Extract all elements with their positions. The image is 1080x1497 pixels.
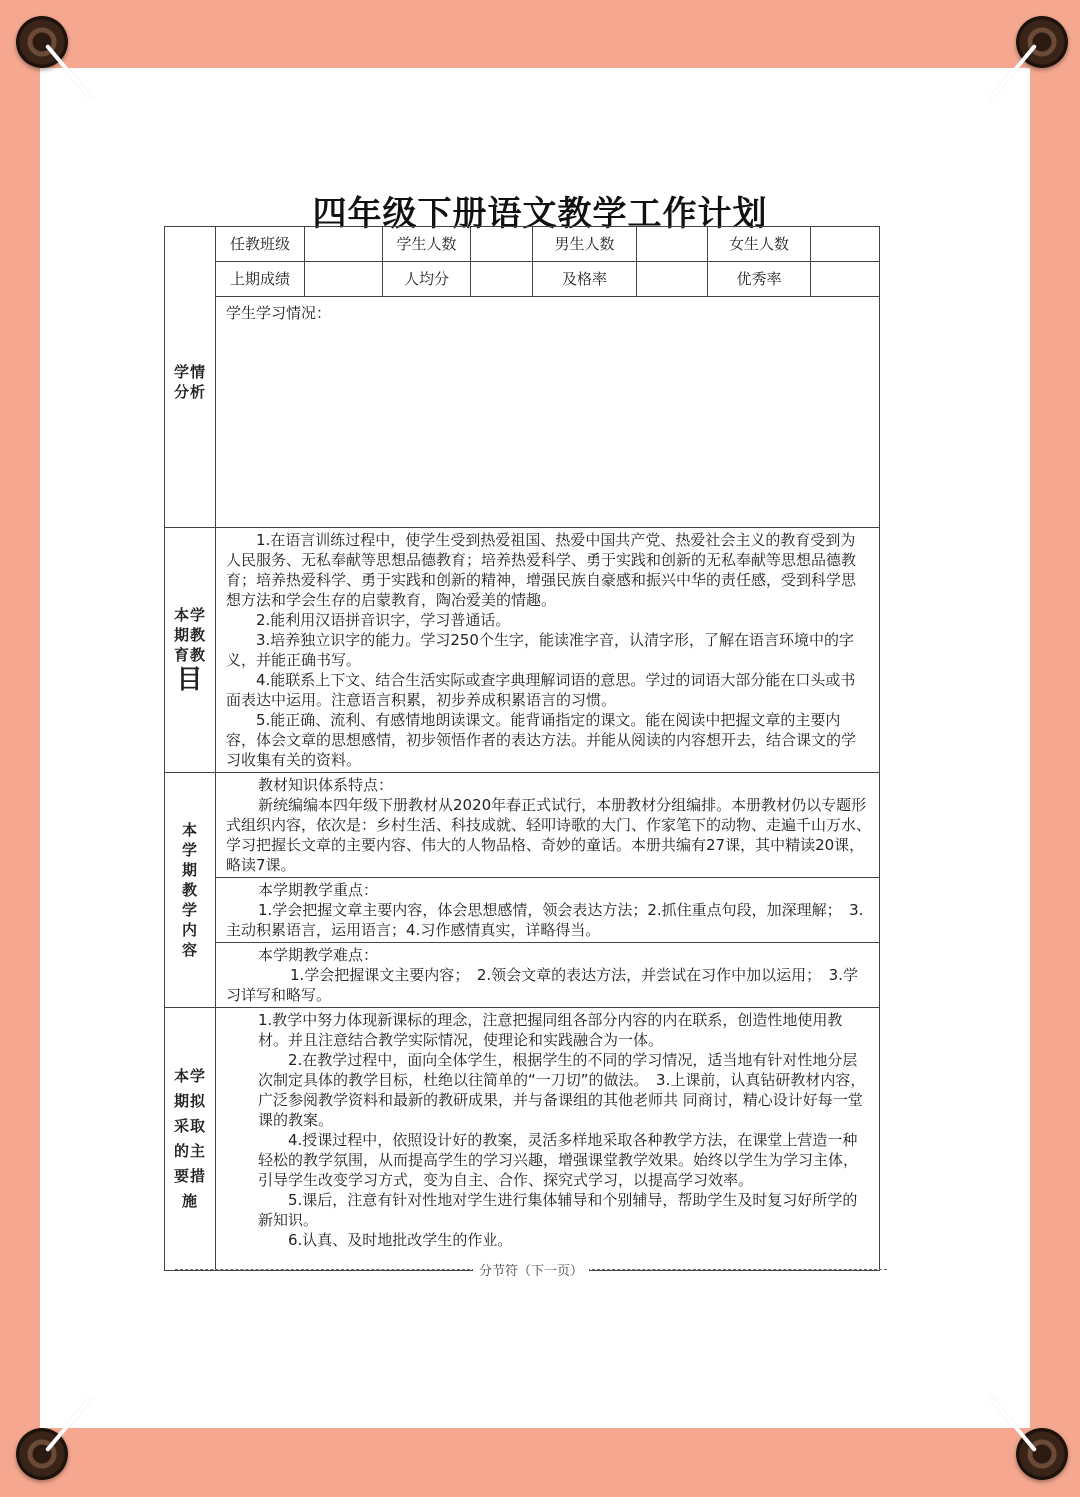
content-cell-knowledge xyxy=(216,773,880,878)
info-label-excellent-rate: 优秀率 xyxy=(708,262,811,297)
education-goals-cell xyxy=(216,528,880,773)
section-teaching-content: 本 学 期 教 学 内 容 xyxy=(165,773,216,1008)
info-value-pass-rate xyxy=(637,262,708,297)
plan-table xyxy=(164,226,880,1271)
info-value-excellent-rate xyxy=(811,262,880,297)
measure-item: 4.授课过程中，依照设计好的教案，灵活多样地采取各种教学方法，在课堂上营造一种轻松的教学氛围，从而提高学生的学习兴趣，增强课堂教学效果。始终以学生为学习主体，引导学生改变学习方式，变为自主、合作、探究式学习，以提高学习效率。 xyxy=(258,1131,859,1189)
measure-item: 6.认真、及时地批改学生的作业。 xyxy=(288,1231,513,1249)
content-row-1 xyxy=(165,773,880,878)
info-label-boys: 男生人数 xyxy=(533,227,637,262)
info-value-average xyxy=(471,262,533,297)
info-label-last-score: 上期成绩 xyxy=(216,262,305,297)
content-row-2 xyxy=(165,878,880,943)
info-value-boys xyxy=(637,227,708,262)
education-goal-item: 2.能利用汉语拼音识字，学习普通话。 xyxy=(256,611,511,629)
education-goals-row xyxy=(165,528,880,773)
info-label-class: 任教班级 xyxy=(216,227,305,262)
content-text-knowledge: 新统编编本四年级下册教材从2020年春正式试行，本册教材分组编排。本册教材仍以专题形式组织内容，依次是：乡村生活、科技成就、轻叩诗歌的大门、作家笔下的动物、走遍千山万水、学习把握长文章的主要内容、伟大的人物品格、奇妙的童话。本册共编有27课，其中精读20课，略读7课。 xyxy=(226,796,872,874)
info-label-average: 人均分 xyxy=(383,262,471,297)
content-label-knowledge: 教材知识体系特点： xyxy=(258,776,394,794)
section-break-label: 分节符（下一页） xyxy=(473,1264,589,1279)
info-row-1 xyxy=(165,227,880,262)
student-situation-label: 学生学习情况： xyxy=(226,304,332,322)
info-label-students: 学生人数 xyxy=(383,227,471,262)
section-measures: 本学 期拟 采取 的主 要措 施 xyxy=(165,1008,216,1271)
education-goal-item: 1.在语言训练过程中，使学生受到热爱祖国、热爱中国共产党、热爱社会主义的教育受到为人民服务、无私奉献等思想品德教育；培养热爱科学、勇于实践和创新的无私奉献等思想品德教育；培养热爱科学、勇于实践和创新的精神，增强民族自豪感和振兴中华的责任感，受到科学思想方法和学会生存的启蒙教育，陶冶爱美的情趣。 xyxy=(226,531,857,609)
education-goal-item: 5.能正确、流利、有感情地朗读课文。能背诵指定的课文。能在阅读中把握文章的主要内容，体会文章的思想感情，初步领悟作者的表达方法。并能从阅读的内容想开去，结合课文的学习收集有关的资料。 xyxy=(226,711,857,769)
info-value-girls xyxy=(811,227,880,262)
content-label-difficulties: 本学期教学难点： xyxy=(258,946,379,964)
content-text-difficulties: 1.学会把握课文主要内容； 2.领会文章的表达方法，并尝试在习作中加以运用； 3.学习详写和略写。 xyxy=(226,966,858,1004)
content-cell-key-points xyxy=(216,878,880,943)
info-value-students xyxy=(471,227,533,262)
student-situation-cell xyxy=(216,297,880,528)
info-label-girls: 女生人数 xyxy=(708,227,811,262)
content-label-key-points: 本学期教学重点： xyxy=(258,881,379,899)
measure-item: 5.课后，注意有针对性地对学生进行集体辅导和个别辅导，帮助学生及时复习好所学的新知识。 xyxy=(258,1191,858,1229)
document-title: 四年级下册语文教学工作计划 xyxy=(312,194,768,234)
section-student-analysis: 学情 分析 xyxy=(165,227,216,528)
info-value-last-score xyxy=(305,262,383,297)
measure-item: 2.在教学过程中，面向全体学生，根据学生的不同的学习情况，适当地有针对性地分层次制定具体的教学目标，杜绝以往简单的“一刀切”的做法。 3.上课前，认真钻研教材内容，广泛参阅教学资料和最新的教研成果，并与备课组的其他老师共 同商讨，精心设计好每一堂课的教案。 xyxy=(258,1051,866,1129)
section-education-goals: 本学 期教 育教 目 xyxy=(165,528,216,773)
content-text-key-points: 1.学会把握文章主要内容，体会思想感情，领会表达方法；2.抓住重点句段，加深理解； 3.主动积累语言，运用语言；4.习作感情真实，详略得当。 xyxy=(226,901,864,939)
info-value-class xyxy=(305,227,383,262)
section-break-label-wrap xyxy=(175,1260,887,1279)
info-label-pass-rate: 及格率 xyxy=(533,262,637,297)
measures-row xyxy=(165,1008,880,1271)
student-situation-row xyxy=(165,297,880,528)
measures-cell xyxy=(216,1008,880,1271)
measure-item: 1.教学中努力体现新课标的理念，注意把握同组各部分内容的内在联系，创造性地使用教材。并且注意结合教学实际情况，使理论和实践融合为一体。 xyxy=(258,1011,843,1049)
info-row-2 xyxy=(165,262,880,297)
education-goal-item: 3.培养独立识字的能力。学习250个生字，能读准字音，认清字形，了解在语言环境中的字义，并能正确书写。 xyxy=(226,631,854,669)
section-break xyxy=(175,1260,887,1280)
content-row-3 xyxy=(165,943,880,1008)
content-cell-difficulties xyxy=(216,943,880,1008)
education-goal-item: 4.能联系上下文、结合生活实际或查字典理解词语的意思。学过的词语大部分能在口头或书面表达中运用。注意语言积累，初步养成积累语言的习惯。 xyxy=(226,671,856,709)
